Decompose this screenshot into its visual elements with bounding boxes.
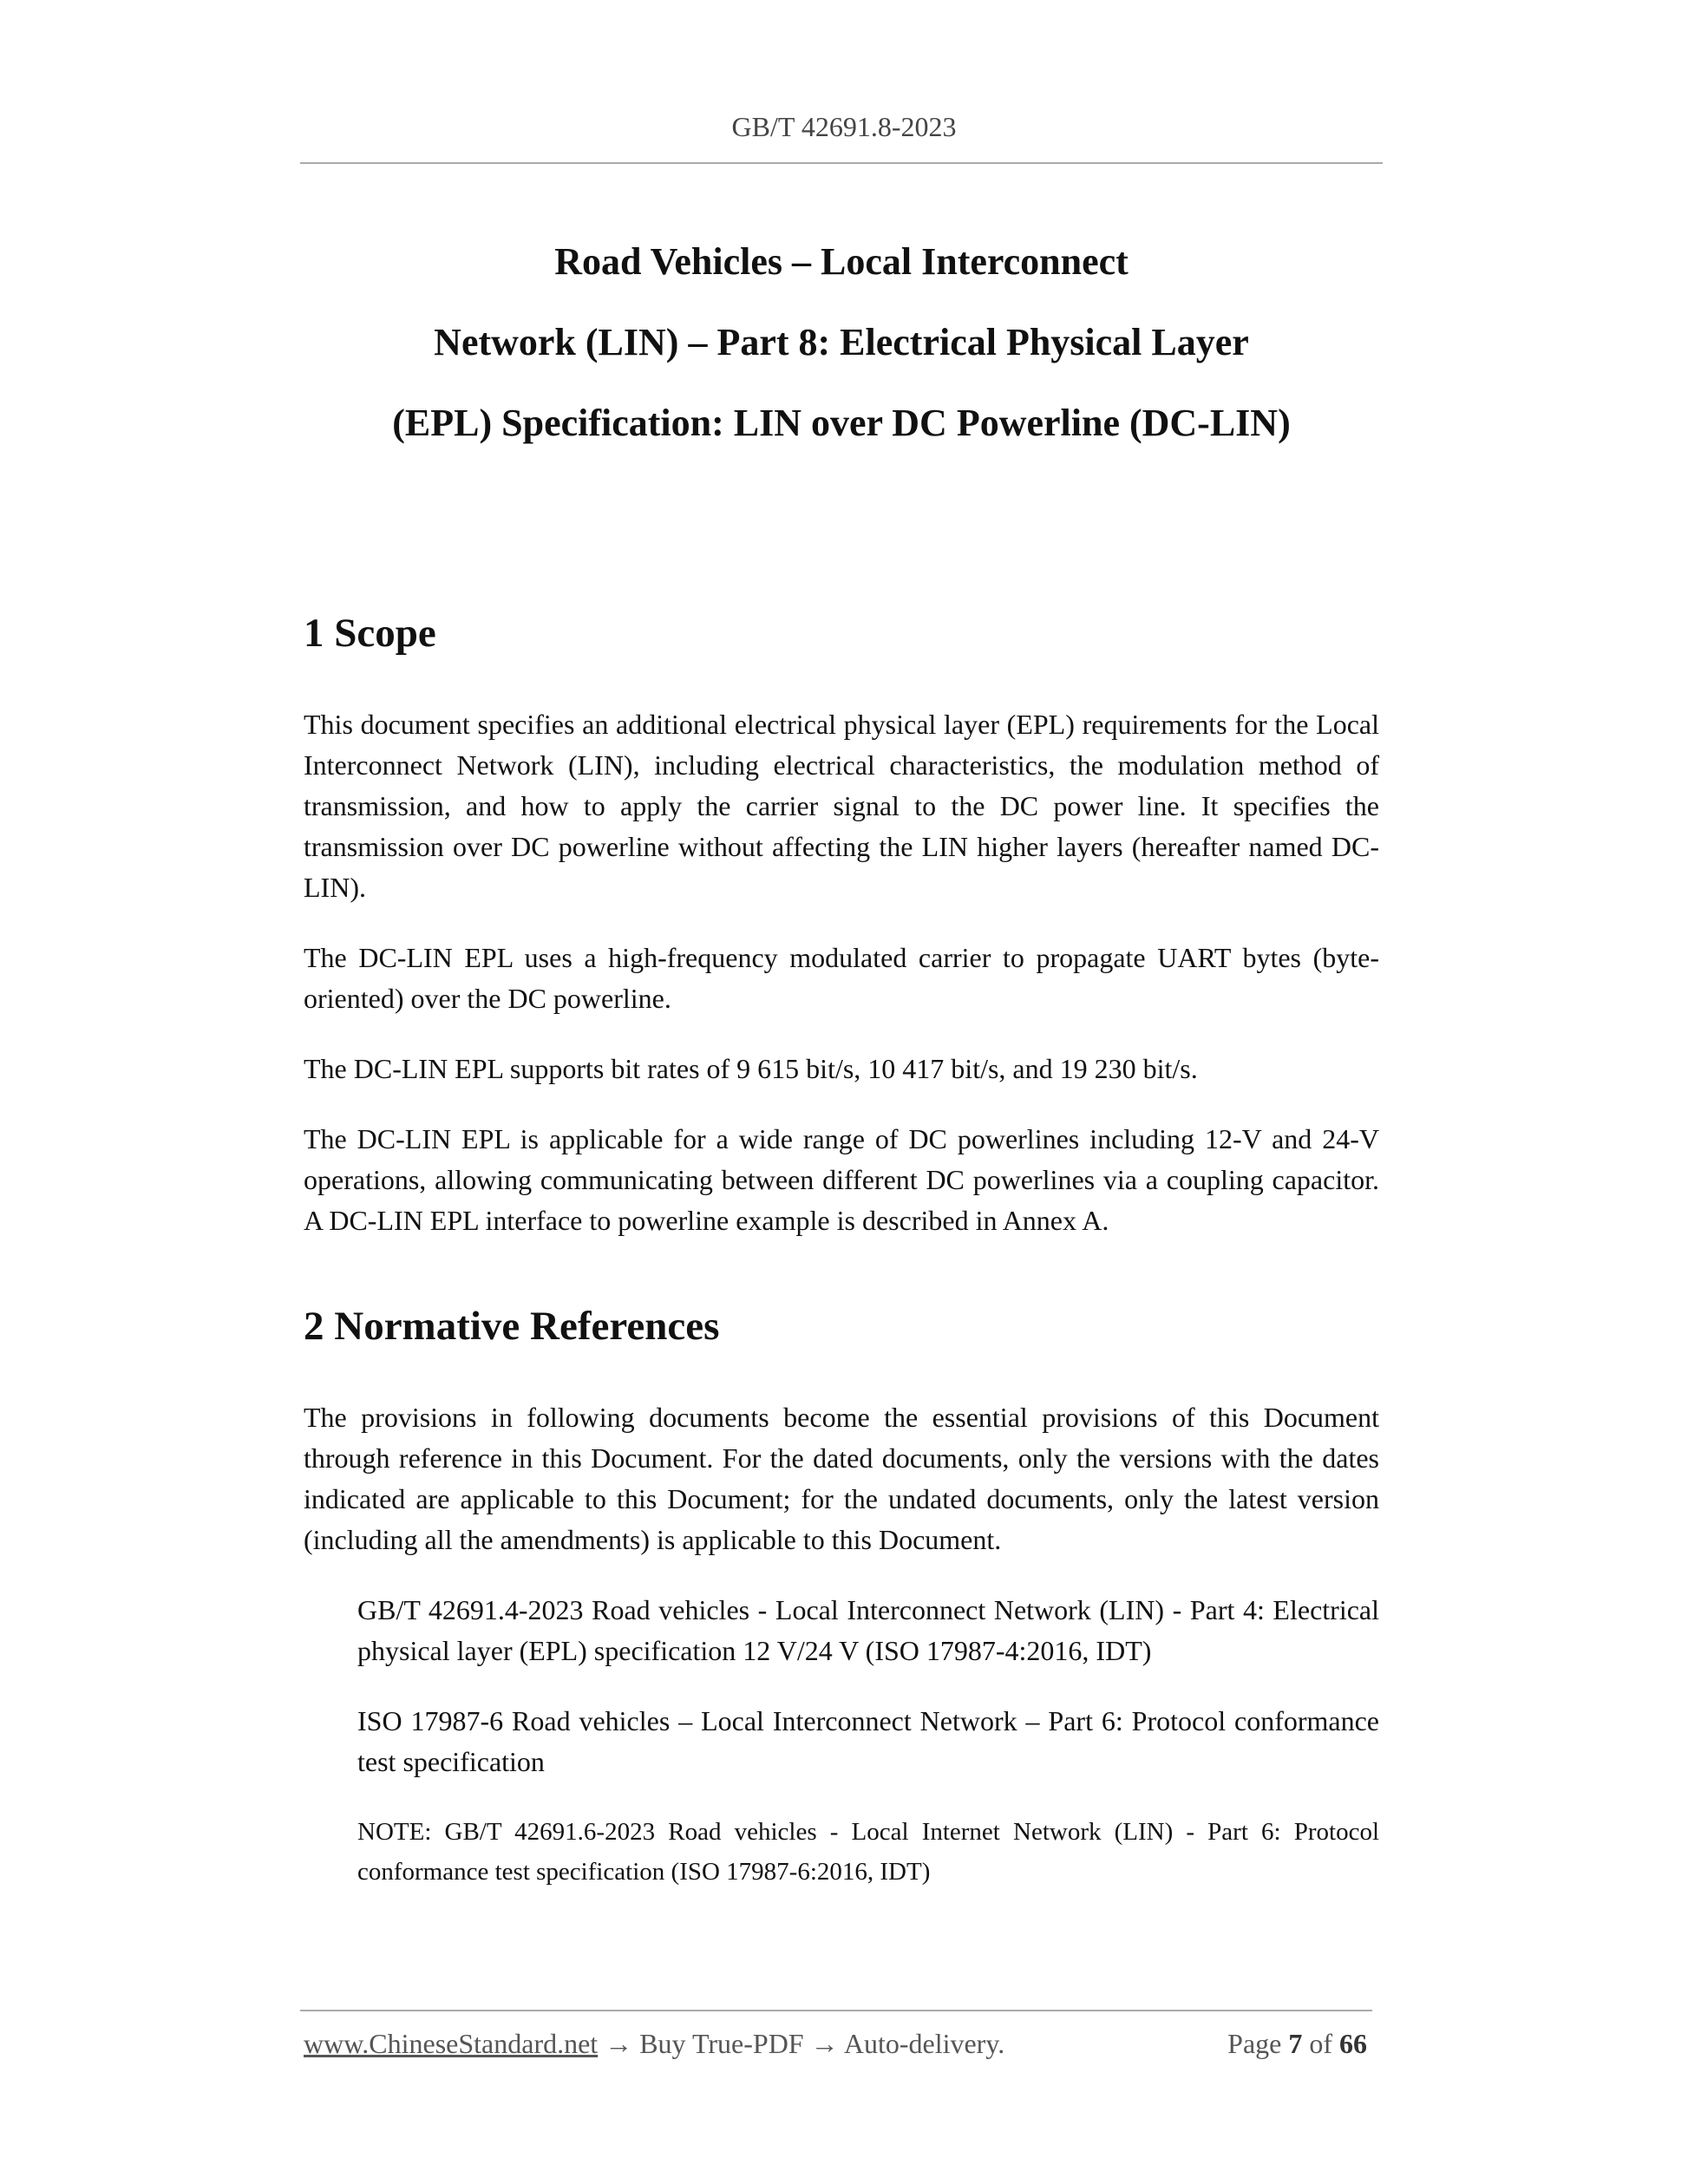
buy-true-pdf-text: Buy True-PDF xyxy=(639,2028,804,2059)
reference-item-1: GB/T 42691.4-2023 Road vehicles - Local Interconnect Network (LIN) - Part 4: Electrical physical layer (EPL) specification 12 V/24 V (ISO 17987-4:2016, IDT) xyxy=(357,1594,1379,1666)
scope-paragraph-1: This document specifies an additional electrical physical layer (EPL) requirements for the Local Interconnect Network (LIN), including electrical characteristics, the modulation method of transmission, and how to apply the carrier signal to the DC power line. It specifies the transmission over DC powerline without affecting the LIN higher layers (hereafter named DC-LIN). xyxy=(304,709,1379,903)
arrow-right-icon: → xyxy=(605,2028,633,2059)
of-label: of xyxy=(1309,2028,1332,2059)
header-divider xyxy=(300,162,1383,164)
website-link[interactable]: www.ChineseStandard.net xyxy=(304,2028,599,2059)
reference-item-2: ISO 17987-6 Road vehicles – Local Interconnect Network – Part 6: Protocol conformance test specification xyxy=(357,1705,1379,1777)
scope-paragraph-3: The DC-LIN EPL supports bit rates of 9 615 bit/s, 10 417 bit/s, and 19 230 bit/s. xyxy=(304,1053,1198,1084)
page-footer xyxy=(304,2028,1372,2071)
title-line-2: Network (LIN) – Part 8: Electrical Physical Layer xyxy=(434,321,1249,363)
arrow-right-icon: → xyxy=(810,2028,839,2059)
footer-promo xyxy=(304,2028,1004,2060)
title-line-3: (EPL) Specification: LIN over DC Powerline (DC-LIN) xyxy=(392,402,1291,444)
page-indicator xyxy=(1227,2028,1367,2060)
section-heading-scope: 1 Scope xyxy=(304,611,436,656)
scope-paragraph-4: The DC-LIN EPL is applicable for a wide range of DC powerlines including 12-V and 24-V operations, allowing communicating between different DC powerlines via a coupling capacitor. A DC-LIN EPL interface to powerline example is described in Annex A. xyxy=(304,1123,1379,1236)
title-line-1: Road Vehicles – Local Interconnect xyxy=(554,240,1129,283)
header-standard-code: GB/T 42691.8-2023 xyxy=(731,111,957,142)
current-page-number: 7 xyxy=(1288,2028,1303,2059)
page-label: Page xyxy=(1227,2028,1282,2059)
document-body xyxy=(304,607,1379,1892)
scope-paragraph-2: The DC-LIN EPL uses a high-frequency modulated carrier to propagate UART bytes (byte-oriented) over the DC powerline. xyxy=(304,942,1379,1014)
footer-divider xyxy=(300,2010,1372,2011)
reference-note: NOTE: GB/T 42691.6-2023 Road vehicles - Local Internet Network (LIN) - Part 6: Protocol conformance test specification (ISO 17987-6:2016, IDT) xyxy=(357,1818,1379,1886)
section-heading-normative-references: 2 Normative References xyxy=(304,1304,720,1349)
document-title xyxy=(300,221,1383,463)
normative-intro-paragraph: The provisions in following documents become the essential provisions of this Document through reference in this Document. For the dated documents, only the versions with the dates indicated are applicable to this Document; for the undated documents, only the latest version (including all the amendments) is applicable to this Document. xyxy=(304,1402,1379,1555)
total-page-count: 66 xyxy=(1339,2028,1367,2059)
auto-delivery-text: Auto-delivery. xyxy=(843,2028,1005,2059)
